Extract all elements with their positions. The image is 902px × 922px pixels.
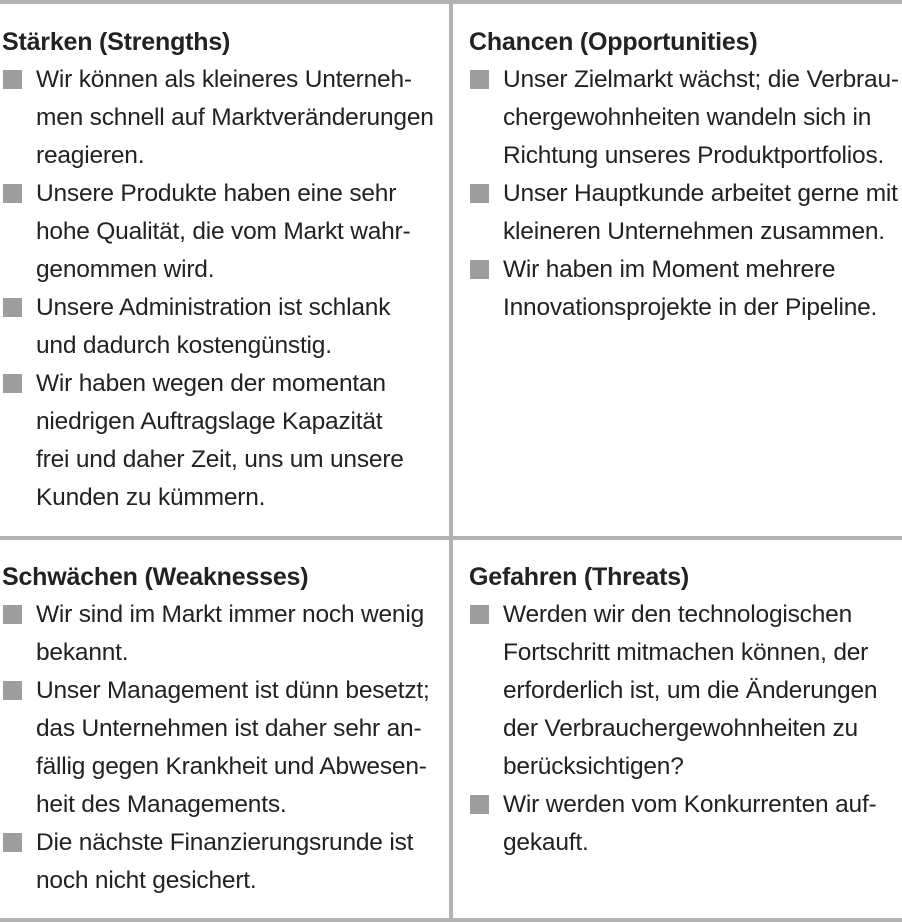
square-bullet-icon bbox=[3, 298, 22, 317]
opportunities-list bbox=[469, 61, 900, 327]
square-bullet-icon bbox=[470, 605, 489, 624]
square-bullet-icon bbox=[3, 70, 22, 89]
list-item bbox=[469, 786, 900, 862]
list-item bbox=[469, 175, 900, 251]
list-item bbox=[2, 175, 447, 289]
item-text: Wir haben im Moment mehrere Innovationsprojekte in der Pipeline. bbox=[503, 256, 878, 321]
strengths-list bbox=[2, 61, 447, 517]
center-divider bbox=[449, 0, 453, 922]
square-bullet-icon bbox=[3, 833, 22, 852]
square-bullet-icon bbox=[3, 681, 22, 700]
list-item bbox=[469, 61, 900, 175]
list-item bbox=[2, 365, 447, 517]
item-text: Wir können als kleineres Unterneh- men schnell auf Marktveränderungen reagieren. bbox=[36, 66, 434, 169]
square-bullet-icon bbox=[470, 184, 489, 203]
opportunities-quadrant bbox=[469, 23, 900, 327]
square-bullet-icon bbox=[470, 795, 489, 814]
strengths-title: Stärken (Strengths) bbox=[2, 28, 231, 56]
item-text: Unser Zielmarkt wächst; die Verbrau- chergewohnheiten wandeln sich in Richtung unseres Produktportfolios. bbox=[503, 66, 899, 169]
list-item bbox=[2, 824, 447, 900]
square-bullet-icon bbox=[3, 605, 22, 624]
weaknesses-list bbox=[2, 596, 447, 900]
list-item bbox=[2, 289, 447, 365]
list-item bbox=[2, 61, 447, 175]
item-text: Die nächste Finanzierungsrunde ist noch nicht gesichert. bbox=[36, 829, 414, 894]
square-bullet-icon bbox=[3, 374, 22, 393]
item-text: Werden wir den technologischen Fortschritt mitmachen können, der erforderlich ist, um die Änderungen der Verbrauchergewohnheiten zu berücksichtigen? bbox=[503, 601, 878, 780]
strengths-quadrant bbox=[2, 23, 447, 517]
opportunities-title: Chancen (Opportunities) bbox=[469, 28, 758, 56]
item-text: Unser Management ist dünn besetzt; das Unternehmen ist daher sehr an- fällig gegen Krankheit und Abwesen- heit des Managements. bbox=[36, 677, 430, 818]
item-text: Wir werden vom Konkurrenten auf- gekauft. bbox=[503, 791, 877, 856]
weaknesses-quadrant bbox=[2, 558, 447, 900]
item-text: Unser Hauptkunde arbeitet gerne mit kleineren Unternehmen zusammen. bbox=[503, 180, 898, 245]
list-item bbox=[2, 672, 447, 824]
item-text: Unsere Produkte haben eine sehr hohe Qualität, die vom Markt wahr- genommen wird. bbox=[36, 180, 411, 283]
threats-list bbox=[469, 596, 900, 862]
list-item bbox=[469, 251, 900, 327]
square-bullet-icon bbox=[470, 70, 489, 89]
item-text: Wir sind im Markt immer noch wenig bekannt. bbox=[36, 601, 424, 666]
weaknesses-title: Schwächen (Weaknesses) bbox=[2, 563, 309, 591]
item-text: Wir haben wegen der momentan niedrigen Auftragslage Kapazität frei und daher Zeit, uns um unsere Kunden zu kümmern. bbox=[36, 370, 404, 511]
list-item bbox=[469, 596, 900, 786]
square-bullet-icon bbox=[470, 260, 489, 279]
threats-title: Gefahren (Threats) bbox=[469, 563, 690, 591]
list-item bbox=[2, 596, 447, 672]
threats-quadrant bbox=[469, 558, 900, 862]
square-bullet-icon bbox=[3, 184, 22, 203]
item-text: Unsere Administration ist schlank und dadurch kostengünstig. bbox=[36, 294, 391, 359]
